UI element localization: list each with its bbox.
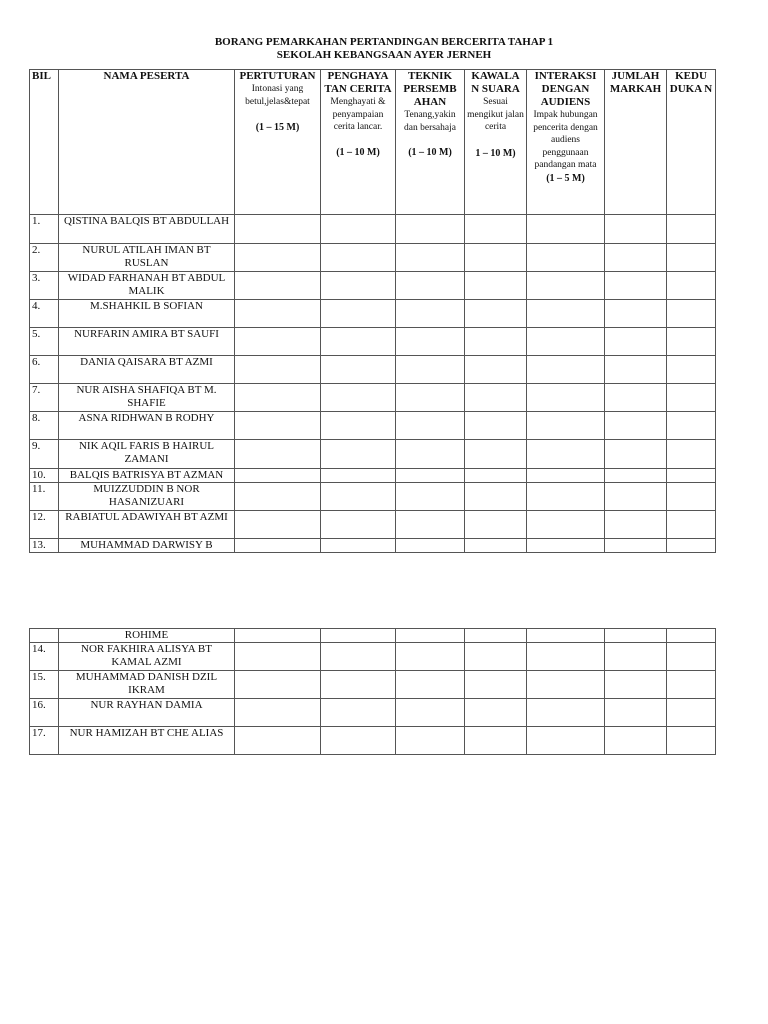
- score-teknik-cell: [396, 412, 465, 440]
- participant-row: [30, 412, 716, 440]
- score-teknik-cell: [396, 643, 465, 671]
- score-kawalan-cell: [465, 629, 527, 643]
- score-penghayatan-cell: [321, 671, 396, 699]
- score-pertuturan-cell: [235, 629, 321, 643]
- header-row: [30, 70, 716, 215]
- score-jumlah-cell: [605, 629, 667, 643]
- row-number: 16.: [30, 699, 59, 727]
- score-jumlah-cell: [605, 356, 667, 384]
- score-teknik-cell: [396, 384, 465, 412]
- score-interaksi-cell: [527, 629, 605, 643]
- row-number: 14.: [30, 643, 59, 671]
- participant-name: BALQIS BATRISYA BT AZMAN: [59, 469, 235, 483]
- penghayatan-label: PENGHAYA TAN CERITA: [324, 70, 392, 95]
- score-penghayatan-cell: [321, 300, 396, 328]
- score-interaksi-cell: [527, 356, 605, 384]
- score-teknik-cell: [396, 539, 465, 553]
- participant-name: NUR HAMIZAH BT CHE ALIAS: [59, 727, 235, 755]
- participant-name: DANIA QAISARA BT AZMI: [59, 356, 235, 384]
- score-interaksi-cell: [527, 412, 605, 440]
- score-penghayatan-cell: [321, 356, 396, 384]
- score-kedudukan-cell: [667, 511, 716, 539]
- score-pertuturan-cell: [235, 643, 321, 671]
- score-penghayatan-cell: [321, 629, 396, 643]
- score-kedudukan-cell: [667, 384, 716, 412]
- score-jumlah-cell: [605, 272, 667, 300]
- interaksi-range: (1 – 5 M): [546, 172, 585, 184]
- score-jumlah-cell: [605, 244, 667, 272]
- participant-name: NURUL ATILAH IMAN BT RUSLAN: [59, 244, 235, 272]
- score-teknik-cell: [396, 727, 465, 755]
- score-interaksi-cell: [527, 440, 605, 469]
- score-jumlah-cell: [605, 699, 667, 727]
- score-kawalan-cell: [465, 511, 527, 539]
- score-penghayatan-cell: [321, 384, 396, 412]
- score-pertuturan-cell: [235, 215, 321, 244]
- score-kawalan-cell: [465, 539, 527, 553]
- score-jumlah-cell: [605, 300, 667, 328]
- score-kawalan-cell: [465, 699, 527, 727]
- score-teknik-cell: [396, 469, 465, 483]
- participant-row: [30, 356, 716, 384]
- participant-name: NURFARIN AMIRA BT SAUFI: [59, 328, 235, 356]
- interaksi-desc: Impak hubungan pencerita dengan audiens penggunaan pandangan mata: [533, 110, 598, 170]
- header-pertuturan: [235, 70, 321, 215]
- score-kawalan-cell: [465, 671, 527, 699]
- score-penghayatan-cell: [321, 440, 396, 469]
- score-teknik-cell: [396, 699, 465, 727]
- score-kedudukan-cell: [667, 727, 716, 755]
- participant-row: [30, 671, 716, 699]
- score-kedudukan-cell: [667, 412, 716, 440]
- score-kawalan-cell: [465, 356, 527, 384]
- score-pertuturan-cell: [235, 671, 321, 699]
- score-penghayatan-cell: [321, 511, 396, 539]
- header-kawalan: [465, 70, 527, 215]
- score-pertuturan-cell: [235, 384, 321, 412]
- score-interaksi-cell: [527, 511, 605, 539]
- score-penghayatan-cell: [321, 244, 396, 272]
- score-pertuturan-cell: [235, 727, 321, 755]
- score-penghayatan-cell: [321, 328, 396, 356]
- teknik-range: (1 – 10 M): [408, 147, 452, 158]
- score-teknik-cell: [396, 328, 465, 356]
- score-jumlah-cell: [605, 539, 667, 553]
- score-kawalan-cell: [465, 483, 527, 511]
- score-penghayatan-cell: [321, 469, 396, 483]
- score-kawalan-cell: [465, 643, 527, 671]
- score-penghayatan-cell: [321, 272, 396, 300]
- participant-name: NUR AISHA SHAFIQA BT M. SHAFIE: [59, 384, 235, 412]
- penghayatan-range: (1 – 10 M): [336, 146, 380, 158]
- score-kawalan-cell: [465, 328, 527, 356]
- participant-name: NUR RAYHAN DAMIA: [59, 699, 235, 727]
- participant-name: NIK AQIL FARIS B HAIRUL ZAMANI: [59, 440, 235, 469]
- score-pertuturan-cell: [235, 699, 321, 727]
- score-jumlah-cell: [605, 412, 667, 440]
- score-kawalan-cell: [465, 727, 527, 755]
- score-kawalan-cell: [465, 412, 527, 440]
- header-bil: BIL: [30, 70, 59, 215]
- participant-row: [30, 440, 716, 469]
- row-number: 7.: [30, 384, 59, 412]
- header-nama: NAMA PESERTA: [59, 70, 235, 215]
- score-interaksi-cell: [527, 215, 605, 244]
- score-kedudukan-cell: [667, 469, 716, 483]
- kawalan-range: 1 – 10 M): [475, 147, 516, 159]
- score-interaksi-cell: [527, 244, 605, 272]
- score-teknik-cell: [396, 671, 465, 699]
- row-number: 9.: [30, 440, 59, 469]
- participant-row: [30, 511, 716, 539]
- score-penghayatan-cell: [321, 727, 396, 755]
- interaksi-label: INTERAKSI DENGAN AUDIENS: [534, 70, 597, 108]
- score-pertuturan-cell: [235, 539, 321, 553]
- score-pertuturan-cell: [235, 300, 321, 328]
- score-kawalan-cell: [465, 469, 527, 483]
- score-teknik-cell: [396, 272, 465, 300]
- participant-name: M.SHAHKIL B SOFIAN: [59, 300, 235, 328]
- row-number: 4.: [30, 300, 59, 328]
- teknik-desc: Tenang,yakin dan bersahaja: [404, 110, 456, 133]
- score-kawalan-cell: [465, 215, 527, 244]
- score-kedudukan-cell: [667, 356, 716, 384]
- school-name: SEKOLAH KEBANGSAAN AYER JERNEH: [276, 49, 492, 61]
- row-number: 8.: [30, 412, 59, 440]
- teknik-label: TEKNIK PERSEMB AHAN: [403, 70, 457, 108]
- participant-row: [30, 300, 716, 328]
- score-interaksi-cell: [527, 671, 605, 699]
- score-interaksi-cell: [527, 469, 605, 483]
- score-teknik-cell: [396, 440, 465, 469]
- row-number: 11.: [30, 483, 59, 511]
- score-teknik-cell: [396, 215, 465, 244]
- score-kawalan-cell: [465, 384, 527, 412]
- score-teknik-cell: [396, 244, 465, 272]
- score-jumlah-cell: [605, 384, 667, 412]
- score-kedudukan-cell: [667, 539, 716, 553]
- score-kedudukan-cell: [667, 629, 716, 643]
- score-interaksi-cell: [527, 328, 605, 356]
- score-jumlah-cell: [605, 727, 667, 755]
- participant-row: [30, 384, 716, 412]
- header-jumlah: JUMLAH MARKAH: [605, 70, 667, 215]
- header-teknik: [396, 70, 465, 215]
- participant-row: [30, 215, 716, 244]
- participant-row: [30, 727, 716, 755]
- score-interaksi-cell: [527, 300, 605, 328]
- participant-row: [30, 469, 716, 483]
- score-pertuturan-cell: [235, 244, 321, 272]
- row-number: 13.: [30, 539, 59, 553]
- score-pertuturan-cell: [235, 511, 321, 539]
- score-interaksi-cell: [527, 643, 605, 671]
- participant-name: WIDAD FARHANAH BT ABDUL MALIK: [59, 272, 235, 300]
- participant-row: [30, 539, 716, 553]
- header-penghayatan: [321, 70, 396, 215]
- score-teknik-cell: [396, 511, 465, 539]
- penghayatan-desc: Menghayati & penyampaian cerita lancar.: [330, 97, 386, 132]
- score-kedudukan-cell: [667, 699, 716, 727]
- pertuturan-desc: Intonasi yang betul,jelas&tepat: [245, 84, 310, 107]
- row-number: 5.: [30, 328, 59, 356]
- row-number: 2.: [30, 244, 59, 272]
- participant-row: [30, 272, 716, 300]
- score-jumlah-cell: [605, 328, 667, 356]
- score-kedudukan-cell: [667, 643, 716, 671]
- score-kedudukan-cell: [667, 300, 716, 328]
- row-number: 6.: [30, 356, 59, 384]
- participant-name: ASNA RIDHWAN B RODHY: [59, 412, 235, 440]
- pertuturan-label: PERTUTURAN: [239, 70, 316, 82]
- score-pertuturan-cell: [235, 483, 321, 511]
- score-pertuturan-cell: [235, 356, 321, 384]
- scoring-table: [29, 69, 716, 553]
- score-kedudukan-cell: [667, 244, 716, 272]
- participant-name: MUHAMMAD DANISH DZIL IKRAM: [59, 671, 235, 699]
- score-interaksi-cell: [527, 539, 605, 553]
- score-pertuturan-cell: [235, 412, 321, 440]
- score-kedudukan-cell: [667, 328, 716, 356]
- score-penghayatan-cell: [321, 539, 396, 553]
- score-teknik-cell: [396, 483, 465, 511]
- participant-row: [30, 643, 716, 671]
- score-teknik-cell: [396, 300, 465, 328]
- participant-name: ROHIME: [59, 629, 235, 643]
- score-jumlah-cell: [605, 483, 667, 511]
- score-interaksi-cell: [527, 272, 605, 300]
- score-interaksi-cell: [527, 727, 605, 755]
- score-kedudukan-cell: [667, 272, 716, 300]
- participant-row: [30, 328, 716, 356]
- header-kedudukan: KEDU DUKA N: [667, 70, 716, 215]
- score-penghayatan-cell: [321, 483, 396, 511]
- row-number: 1.: [30, 215, 59, 244]
- participant-name: MUIZZUDDIN B NOR HASANIZUARI: [59, 483, 235, 511]
- row-number: 3.: [30, 272, 59, 300]
- score-teknik-cell: [396, 629, 465, 643]
- participant-name: MUHAMMAD DARWISY B: [59, 539, 235, 553]
- kawalan-label: KAWALA N SUARA: [471, 70, 520, 95]
- score-penghayatan-cell: [321, 643, 396, 671]
- participant-name: QISTINA BALQIS BT ABDULLAH: [59, 215, 235, 244]
- score-kawalan-cell: [465, 244, 527, 272]
- score-interaksi-cell: [527, 699, 605, 727]
- participant-name: RABIATUL ADAWIYAH BT AZMI: [59, 511, 235, 539]
- score-penghayatan-cell: [321, 215, 396, 244]
- score-pertuturan-cell: [235, 328, 321, 356]
- score-pertuturan-cell: [235, 469, 321, 483]
- row-number: 15.: [30, 671, 59, 699]
- score-kawalan-cell: [465, 272, 527, 300]
- score-teknik-cell: [396, 356, 465, 384]
- score-jumlah-cell: [605, 671, 667, 699]
- score-interaksi-cell: [527, 384, 605, 412]
- row-number: 12.: [30, 511, 59, 539]
- participant-row: [30, 629, 716, 643]
- kawalan-desc: Sesuai mengikut jalan cerita: [467, 97, 524, 132]
- row-number: 17.: [30, 727, 59, 755]
- score-kedudukan-cell: [667, 215, 716, 244]
- score-kedudukan-cell: [667, 483, 716, 511]
- form-title: BORANG PEMARKAHAN PERTANDINGAN BERCERITA TAHAP 1: [214, 36, 554, 48]
- score-jumlah-cell: [605, 440, 667, 469]
- row-number: 10.: [30, 469, 59, 483]
- score-jumlah-cell: [605, 643, 667, 671]
- score-pertuturan-cell: [235, 272, 321, 300]
- participant-name: NOR FAKHIRA ALISYA BT KAMAL AZMI: [59, 643, 235, 671]
- score-kawalan-cell: [465, 300, 527, 328]
- score-jumlah-cell: [605, 469, 667, 483]
- score-kedudukan-cell: [667, 440, 716, 469]
- participant-row: [30, 244, 716, 272]
- score-penghayatan-cell: [321, 699, 396, 727]
- header-interaksi: [527, 70, 605, 215]
- row-number: [30, 629, 59, 643]
- scoring-table-continued: [29, 628, 716, 755]
- score-jumlah-cell: [605, 215, 667, 244]
- participant-row: [30, 483, 716, 511]
- score-kedudukan-cell: [667, 671, 716, 699]
- pertuturan-range: (1 – 15 M): [255, 122, 300, 133]
- score-jumlah-cell: [605, 511, 667, 539]
- score-interaksi-cell: [527, 483, 605, 511]
- score-kawalan-cell: [465, 440, 527, 469]
- participant-row: [30, 699, 716, 727]
- score-pertuturan-cell: [235, 440, 321, 469]
- score-penghayatan-cell: [321, 412, 396, 440]
